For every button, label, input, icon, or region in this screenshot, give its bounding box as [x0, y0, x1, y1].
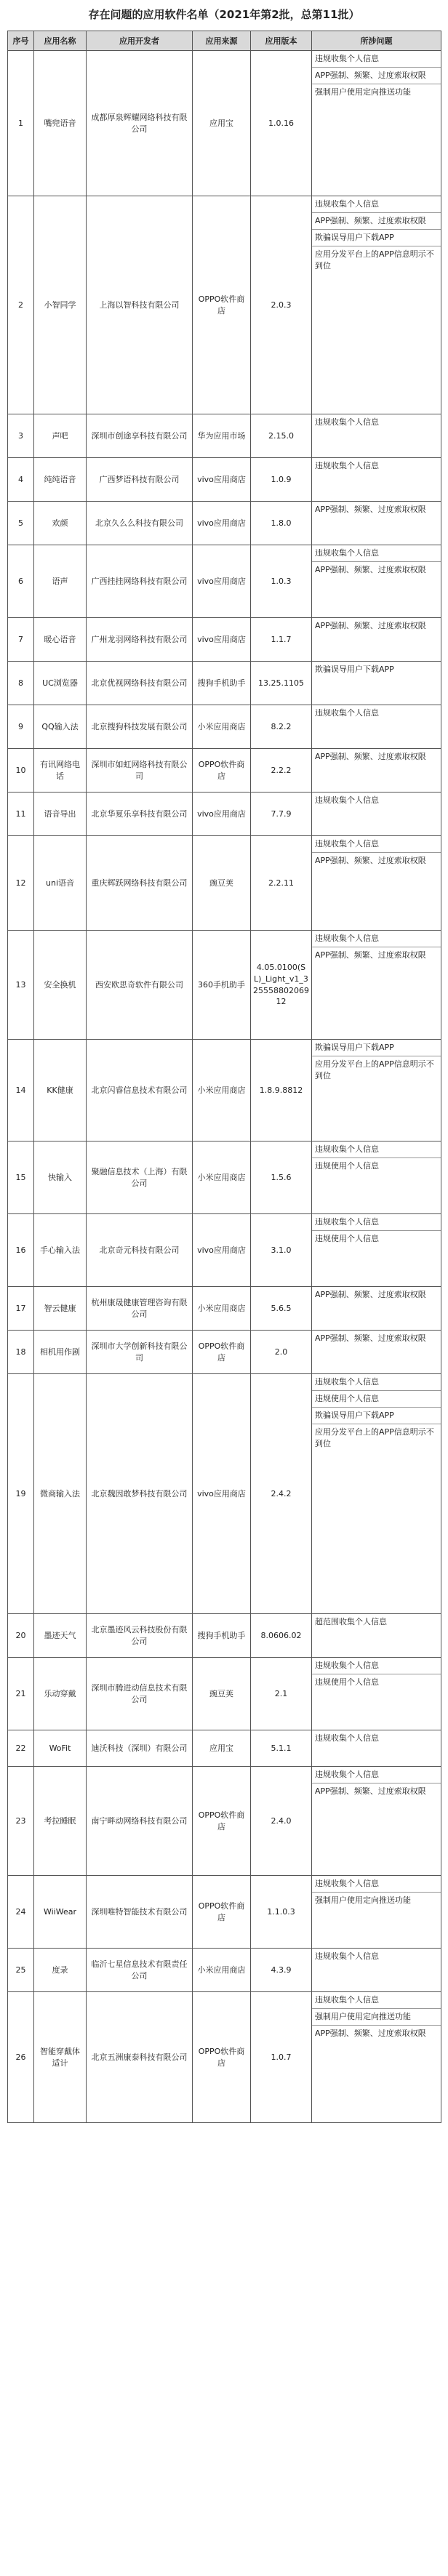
- cell-app-name: 度录: [34, 1949, 87, 1992]
- cell-source: vivo应用商店: [193, 1214, 251, 1287]
- cell-issues: [312, 1040, 441, 1141]
- cell-developer: 西安欧思奇软件有限公司: [87, 931, 193, 1040]
- cell-source: OPPO软件商店: [193, 1767, 251, 1876]
- cell-issues: [312, 618, 441, 662]
- cell-version: 1.0.3: [251, 545, 312, 618]
- issue-item: 违规使用个人信息: [315, 1677, 379, 1687]
- cell-issues: [312, 1730, 441, 1767]
- cell-source: 360手机助手: [193, 931, 251, 1040]
- cell-source: OPPO软件商店: [193, 749, 251, 793]
- cell-source: 华为应用市场: [193, 414, 251, 458]
- table-row: [8, 502, 441, 545]
- cell-app-name: WiiWear: [34, 1876, 87, 1949]
- cell-no: 22: [8, 1730, 34, 1767]
- issue-item: APP强制、频繁、过度索取权限: [315, 505, 426, 514]
- table-row: [8, 836, 441, 931]
- issue-item: 欺骗误导用户下载APP: [312, 1408, 441, 1424]
- cell-developer: 北京久么么科技有限公司: [87, 502, 193, 545]
- cell-issues: [312, 705, 441, 749]
- cell-version: 2.0: [251, 1331, 312, 1374]
- issue-item: 强制用户使用定向推送功能: [315, 87, 411, 97]
- issue-item: 违规收集个人信息: [312, 1767, 441, 1783]
- issue-item: APP强制、频繁、过度索取权限: [315, 752, 426, 761]
- cell-version: 1.0.16: [251, 51, 312, 196]
- cell-version: 1.0.7: [251, 1992, 312, 2123]
- cell-source: vivo应用商店: [193, 793, 251, 836]
- cell-developer: 北京墨迹风云科技股份有限公司: [87, 1614, 193, 1658]
- cell-app-name: 语声: [34, 545, 87, 618]
- page-title: 存在问题的应用软件名单（2021年第2批，总第11批）: [88, 8, 360, 21]
- cell-version: 8.2.2: [251, 705, 312, 749]
- cell-app-name: 智能穿戴体适计: [34, 1992, 87, 2123]
- cell-developer: 广西梦语科技有限公司: [87, 458, 193, 502]
- cell-app-name: 有讯网络电话: [34, 749, 87, 793]
- cell-source: vivo应用商店: [193, 545, 251, 618]
- table-row: [8, 1949, 441, 1992]
- cell-issues: [312, 1374, 441, 1614]
- cell-app-name: 快输入: [34, 1141, 87, 1214]
- issue-item: 违规收集个人信息: [315, 708, 379, 718]
- cell-app-name: UC浏览器: [34, 662, 87, 705]
- cell-developer: 深圳市大学创新科技有限公司: [87, 1331, 193, 1374]
- cell-developer: 北京优视网络科技有限公司: [87, 662, 193, 705]
- cell-developer: 深圳市创途享科技有限公司: [87, 414, 193, 458]
- table-row: [8, 662, 441, 705]
- cell-no: 8: [8, 662, 34, 705]
- cell-version: 1.8.9.8812: [251, 1040, 312, 1141]
- cell-app-name: 墨迹天气: [34, 1614, 87, 1658]
- table-row: [8, 793, 441, 836]
- cell-version: 1.1.7: [251, 618, 312, 662]
- cell-version: 2.2.2: [251, 749, 312, 793]
- table-row: [8, 1992, 441, 2123]
- issue-item: 违规收集个人信息: [312, 1658, 441, 1674]
- cell-developer: 临沂七星信息技术有限责任公司: [87, 1949, 193, 1992]
- cell-no: 7: [8, 618, 34, 662]
- cell-no: 14: [8, 1040, 34, 1141]
- cell-app-name: 微商输入法: [34, 1374, 87, 1614]
- cell-app-name: 乐动穿戴: [34, 1658, 87, 1730]
- issue-item: 应用分发平台上的APP信息明示不到位: [315, 249, 434, 270]
- cell-source: OPPO软件商店: [193, 1876, 251, 1949]
- issue-item: APP强制、频繁、过度索取权限: [312, 213, 441, 230]
- table-row: [8, 1374, 441, 1614]
- cell-version: 2.4.2: [251, 1374, 312, 1614]
- cell-issues: [312, 458, 441, 502]
- cell-version: 2.2.11: [251, 836, 312, 931]
- issue-item: APP强制、频繁、过度索取权限: [315, 855, 426, 865]
- cell-no: 21: [8, 1658, 34, 1730]
- cell-issues: [312, 1287, 441, 1331]
- cell-no: 26: [8, 1992, 34, 2123]
- cell-version: 7.7.9: [251, 793, 312, 836]
- cell-version: 1.8.0: [251, 502, 312, 545]
- header-developer: 应用开发者: [87, 31, 193, 51]
- issue-item: 欺骗误导用户下载APP: [312, 1040, 441, 1056]
- cell-source: vivo应用商店: [193, 458, 251, 502]
- issue-item: 违规收集个人信息: [315, 795, 379, 805]
- cell-version: 2.1: [251, 1658, 312, 1730]
- cell-source: vivo应用商店: [193, 618, 251, 662]
- issue-item: 违规收集个人信息: [312, 1992, 441, 2009]
- cell-version: 13.25.1105: [251, 662, 312, 705]
- app-list-table: [7, 31, 441, 2123]
- cell-source: OPPO软件商店: [193, 1331, 251, 1374]
- issue-item: 违规收集个人信息: [312, 545, 441, 562]
- table-row: [8, 1658, 441, 1730]
- issue-item: APP强制、频繁、过度索取权限: [315, 1333, 426, 1343]
- issue-item: APP强制、频繁、过度索取权限: [312, 68, 441, 84]
- cell-source: 豌豆荚: [193, 836, 251, 931]
- cell-app-name: 嘴兜语音: [34, 51, 87, 196]
- cell-app-name: 考拉睡眠: [34, 1767, 87, 1876]
- issue-item: 欺骗误导用户下载APP: [315, 665, 394, 674]
- cell-app-name: 纯纯语音: [34, 458, 87, 502]
- issue-item: 违规收集个人信息: [312, 931, 441, 947]
- issue-item: 违规收集个人信息: [312, 1141, 441, 1158]
- cell-app-name: KK健康: [34, 1040, 87, 1141]
- cell-app-name: 声吧: [34, 414, 87, 458]
- cell-source: 搜狗手机助手: [193, 662, 251, 705]
- cell-version: 1.5.6: [251, 1141, 312, 1214]
- cell-source: 应用宝: [193, 1730, 251, 1767]
- cell-issues: [312, 1949, 441, 1992]
- cell-developer: 北京五洲康泰科技有限公司: [87, 1992, 193, 2123]
- cell-developer: 深圳唯特智能技术有限公司: [87, 1876, 193, 1949]
- cell-issues: [312, 196, 441, 414]
- cell-no: 25: [8, 1949, 34, 1992]
- cell-developer: 北京奇元科技有限公司: [87, 1214, 193, 1287]
- cell-developer: 北京华夏乐享科技有限公司: [87, 793, 193, 836]
- cell-issues: [312, 1658, 441, 1730]
- cell-issues: [312, 1876, 441, 1949]
- issue-item: APP强制、频繁、过度索取权限: [315, 564, 426, 574]
- cell-version: 1.0.9: [251, 458, 312, 502]
- cell-app-name: WoFit: [34, 1730, 87, 1767]
- cell-app-name: QQ输入法: [34, 705, 87, 749]
- issue-item: 违规使用个人信息: [312, 1391, 441, 1408]
- issue-item: APP强制、频繁、过度索取权限: [315, 1290, 426, 1299]
- issue-item: 欺骗误导用户下载APP: [312, 230, 441, 246]
- issue-item: 违规收集个人信息: [312, 1876, 441, 1893]
- issue-item: 违规收集个人信息: [315, 1733, 379, 1743]
- cell-source: OPPO软件商店: [193, 196, 251, 414]
- cell-issues: [312, 1214, 441, 1287]
- table-row: [8, 1876, 441, 1949]
- cell-app-name: 语音导出: [34, 793, 87, 836]
- cell-version: 2.4.0: [251, 1767, 312, 1876]
- cell-developer: 北京魏因敢梦科技有限公司: [87, 1374, 193, 1614]
- table-row: [8, 545, 441, 618]
- issue-item: 违规收集个人信息: [312, 1374, 441, 1391]
- issue-item: 强制用户使用定向推送功能: [312, 2009, 441, 2026]
- table-header-row: [8, 31, 441, 51]
- issue-item: 超范围收集个人信息: [315, 1617, 387, 1626]
- cell-version: 1.1.0.3: [251, 1876, 312, 1949]
- cell-issues: [312, 545, 441, 618]
- cell-developer: 深圳市如虹网络科技有限公司: [87, 749, 193, 793]
- cell-issues: [312, 931, 441, 1040]
- cell-source: 小米应用商店: [193, 1141, 251, 1214]
- table-row: [8, 1214, 441, 1287]
- cell-app-name: 智云健康: [34, 1287, 87, 1331]
- cell-issues: [312, 1331, 441, 1374]
- cell-app-name: 手心输入法: [34, 1214, 87, 1287]
- cell-no: 17: [8, 1287, 34, 1331]
- cell-issues: [312, 1614, 441, 1658]
- cell-no: 6: [8, 545, 34, 618]
- table-row: [8, 414, 441, 458]
- cell-issues: [312, 1767, 441, 1876]
- table-row: [8, 196, 441, 414]
- table-row: [8, 931, 441, 1040]
- cell-app-name: uni语音: [34, 836, 87, 931]
- issue-item: 违规使用个人信息: [315, 1160, 379, 1171]
- cell-source: 小米应用商店: [193, 1287, 251, 1331]
- cell-developer: 深圳市腾进动信息技术有限公司: [87, 1658, 193, 1730]
- issue-item: APP强制、频繁、过度索取权限: [315, 2028, 426, 2038]
- cell-no: 19: [8, 1374, 34, 1614]
- header-no: 序号: [8, 31, 34, 51]
- issue-item: 违规使用个人信息: [315, 1233, 379, 1243]
- cell-no: 5: [8, 502, 34, 545]
- cell-no: 9: [8, 705, 34, 749]
- cell-source: vivo应用商店: [193, 502, 251, 545]
- cell-app-name: 相机用作剧: [34, 1331, 87, 1374]
- header-version: 应用版本: [251, 31, 312, 51]
- cell-no: 10: [8, 749, 34, 793]
- cell-developer: 南宁畔动网络科技有限公司: [87, 1767, 193, 1876]
- cell-source: OPPO软件商店: [193, 1992, 251, 2123]
- header-app-name: 应用名称: [34, 31, 87, 51]
- cell-no: 11: [8, 793, 34, 836]
- cell-version: 5.1.1: [251, 1730, 312, 1767]
- cell-source: 小米应用商店: [193, 1949, 251, 1992]
- cell-version: 5.6.5: [251, 1287, 312, 1331]
- cell-version: 8.0606.02: [251, 1614, 312, 1658]
- cell-no: 13: [8, 931, 34, 1040]
- cell-no: 4: [8, 458, 34, 502]
- table-row: [8, 1730, 441, 1767]
- cell-app-name: 小智同学: [34, 196, 87, 414]
- cell-no: 20: [8, 1614, 34, 1658]
- cell-no: 24: [8, 1876, 34, 1949]
- issue-item: 违规收集个人信息: [312, 51, 441, 68]
- issue-item: 应用分发平台上的APP信息明示不到位: [315, 1427, 434, 1448]
- cell-app-name: 欢颜: [34, 502, 87, 545]
- cell-developer: 杭州康晟健康管理咨询有限公司: [87, 1287, 193, 1331]
- cell-developer: 广州龙羽网络科技有限公司: [87, 618, 193, 662]
- cell-no: 1: [8, 51, 34, 196]
- cell-developer: 重庆辉跃网络科技有限公司: [87, 836, 193, 931]
- table-row: [8, 1331, 441, 1374]
- cell-issues: [312, 1141, 441, 1214]
- table-row: [8, 1614, 441, 1658]
- table-row: [8, 1287, 441, 1331]
- table-row: [8, 1141, 441, 1214]
- cell-source: vivo应用商店: [193, 1374, 251, 1614]
- table-row: [8, 749, 441, 793]
- table-row: [8, 705, 441, 749]
- cell-issues: [312, 749, 441, 793]
- cell-version: 4.05.0100(SL)_Light_v1_325558802069 12: [251, 931, 312, 1040]
- cell-developer: 聚融信息技术（上海）有限公司: [87, 1141, 193, 1214]
- header-issues: 所涉问题: [312, 31, 441, 51]
- table-row: [8, 51, 441, 196]
- cell-issues: [312, 1992, 441, 2123]
- cell-developer: 北京闪睿信息技术有限公司: [87, 1040, 193, 1141]
- cell-version: 4.3.9: [251, 1949, 312, 1992]
- cell-no: 12: [8, 836, 34, 931]
- cell-source: 应用宝: [193, 51, 251, 196]
- cell-developer: 成都厚泉辉耀网络科技有限公司: [87, 51, 193, 196]
- cell-app-name: 暖心语音: [34, 618, 87, 662]
- cell-app-name: 安全换机: [34, 931, 87, 1040]
- cell-issues: [312, 414, 441, 458]
- issue-item: 应用分发平台上的APP信息明示不到位: [315, 1059, 434, 1080]
- cell-issues: [312, 51, 441, 196]
- issue-item: 违规收集个人信息: [312, 836, 441, 853]
- issue-item: 违规收集个人信息: [312, 1214, 441, 1231]
- cell-no: 16: [8, 1214, 34, 1287]
- cell-issues: [312, 836, 441, 931]
- cell-no: 3: [8, 414, 34, 458]
- table-body: [8, 51, 441, 2123]
- cell-version: 2.15.0: [251, 414, 312, 458]
- issue-item: 违规收集个人信息: [312, 196, 441, 213]
- table-row: [8, 1040, 441, 1141]
- issue-item: 违规收集个人信息: [315, 461, 379, 470]
- issue-item: 强制用户使用定向推送功能: [315, 1895, 411, 1905]
- cell-no: 18: [8, 1331, 34, 1374]
- table-row: [8, 618, 441, 662]
- cell-source: 小米应用商店: [193, 705, 251, 749]
- issue-item: 违规收集个人信息: [315, 417, 379, 427]
- header-source: 应用来源: [193, 31, 251, 51]
- issue-item: APP强制、频繁、过度索取权限: [315, 621, 426, 630]
- cell-version: 2.0.3: [251, 196, 312, 414]
- cell-no: 23: [8, 1767, 34, 1876]
- table-row: [8, 1767, 441, 1876]
- cell-source: 搜狗手机助手: [193, 1614, 251, 1658]
- cell-no: 2: [8, 196, 34, 414]
- issue-item: APP强制、频繁、过度索取权限: [315, 950, 426, 960]
- issue-item: APP强制、频繁、过度索取权限: [315, 1786, 426, 1796]
- cell-source: 豌豆荚: [193, 1658, 251, 1730]
- cell-developer: 北京搜狗科技发展有限公司: [87, 705, 193, 749]
- cell-issues: [312, 662, 441, 705]
- cell-developer: 上海以智科技有限公司: [87, 196, 193, 414]
- issue-item: 违规收集个人信息: [315, 1951, 379, 1961]
- cell-source: 小米应用商店: [193, 1040, 251, 1141]
- cell-no: 15: [8, 1141, 34, 1214]
- cell-developer: 广西挂挂网络科技有限公司: [87, 545, 193, 618]
- cell-version: 3.1.0: [251, 1214, 312, 1287]
- cell-developer: 迪沃科技（深圳）有限公司: [87, 1730, 193, 1767]
- cell-issues: [312, 793, 441, 836]
- table-row: [8, 458, 441, 502]
- cell-issues: [312, 502, 441, 545]
